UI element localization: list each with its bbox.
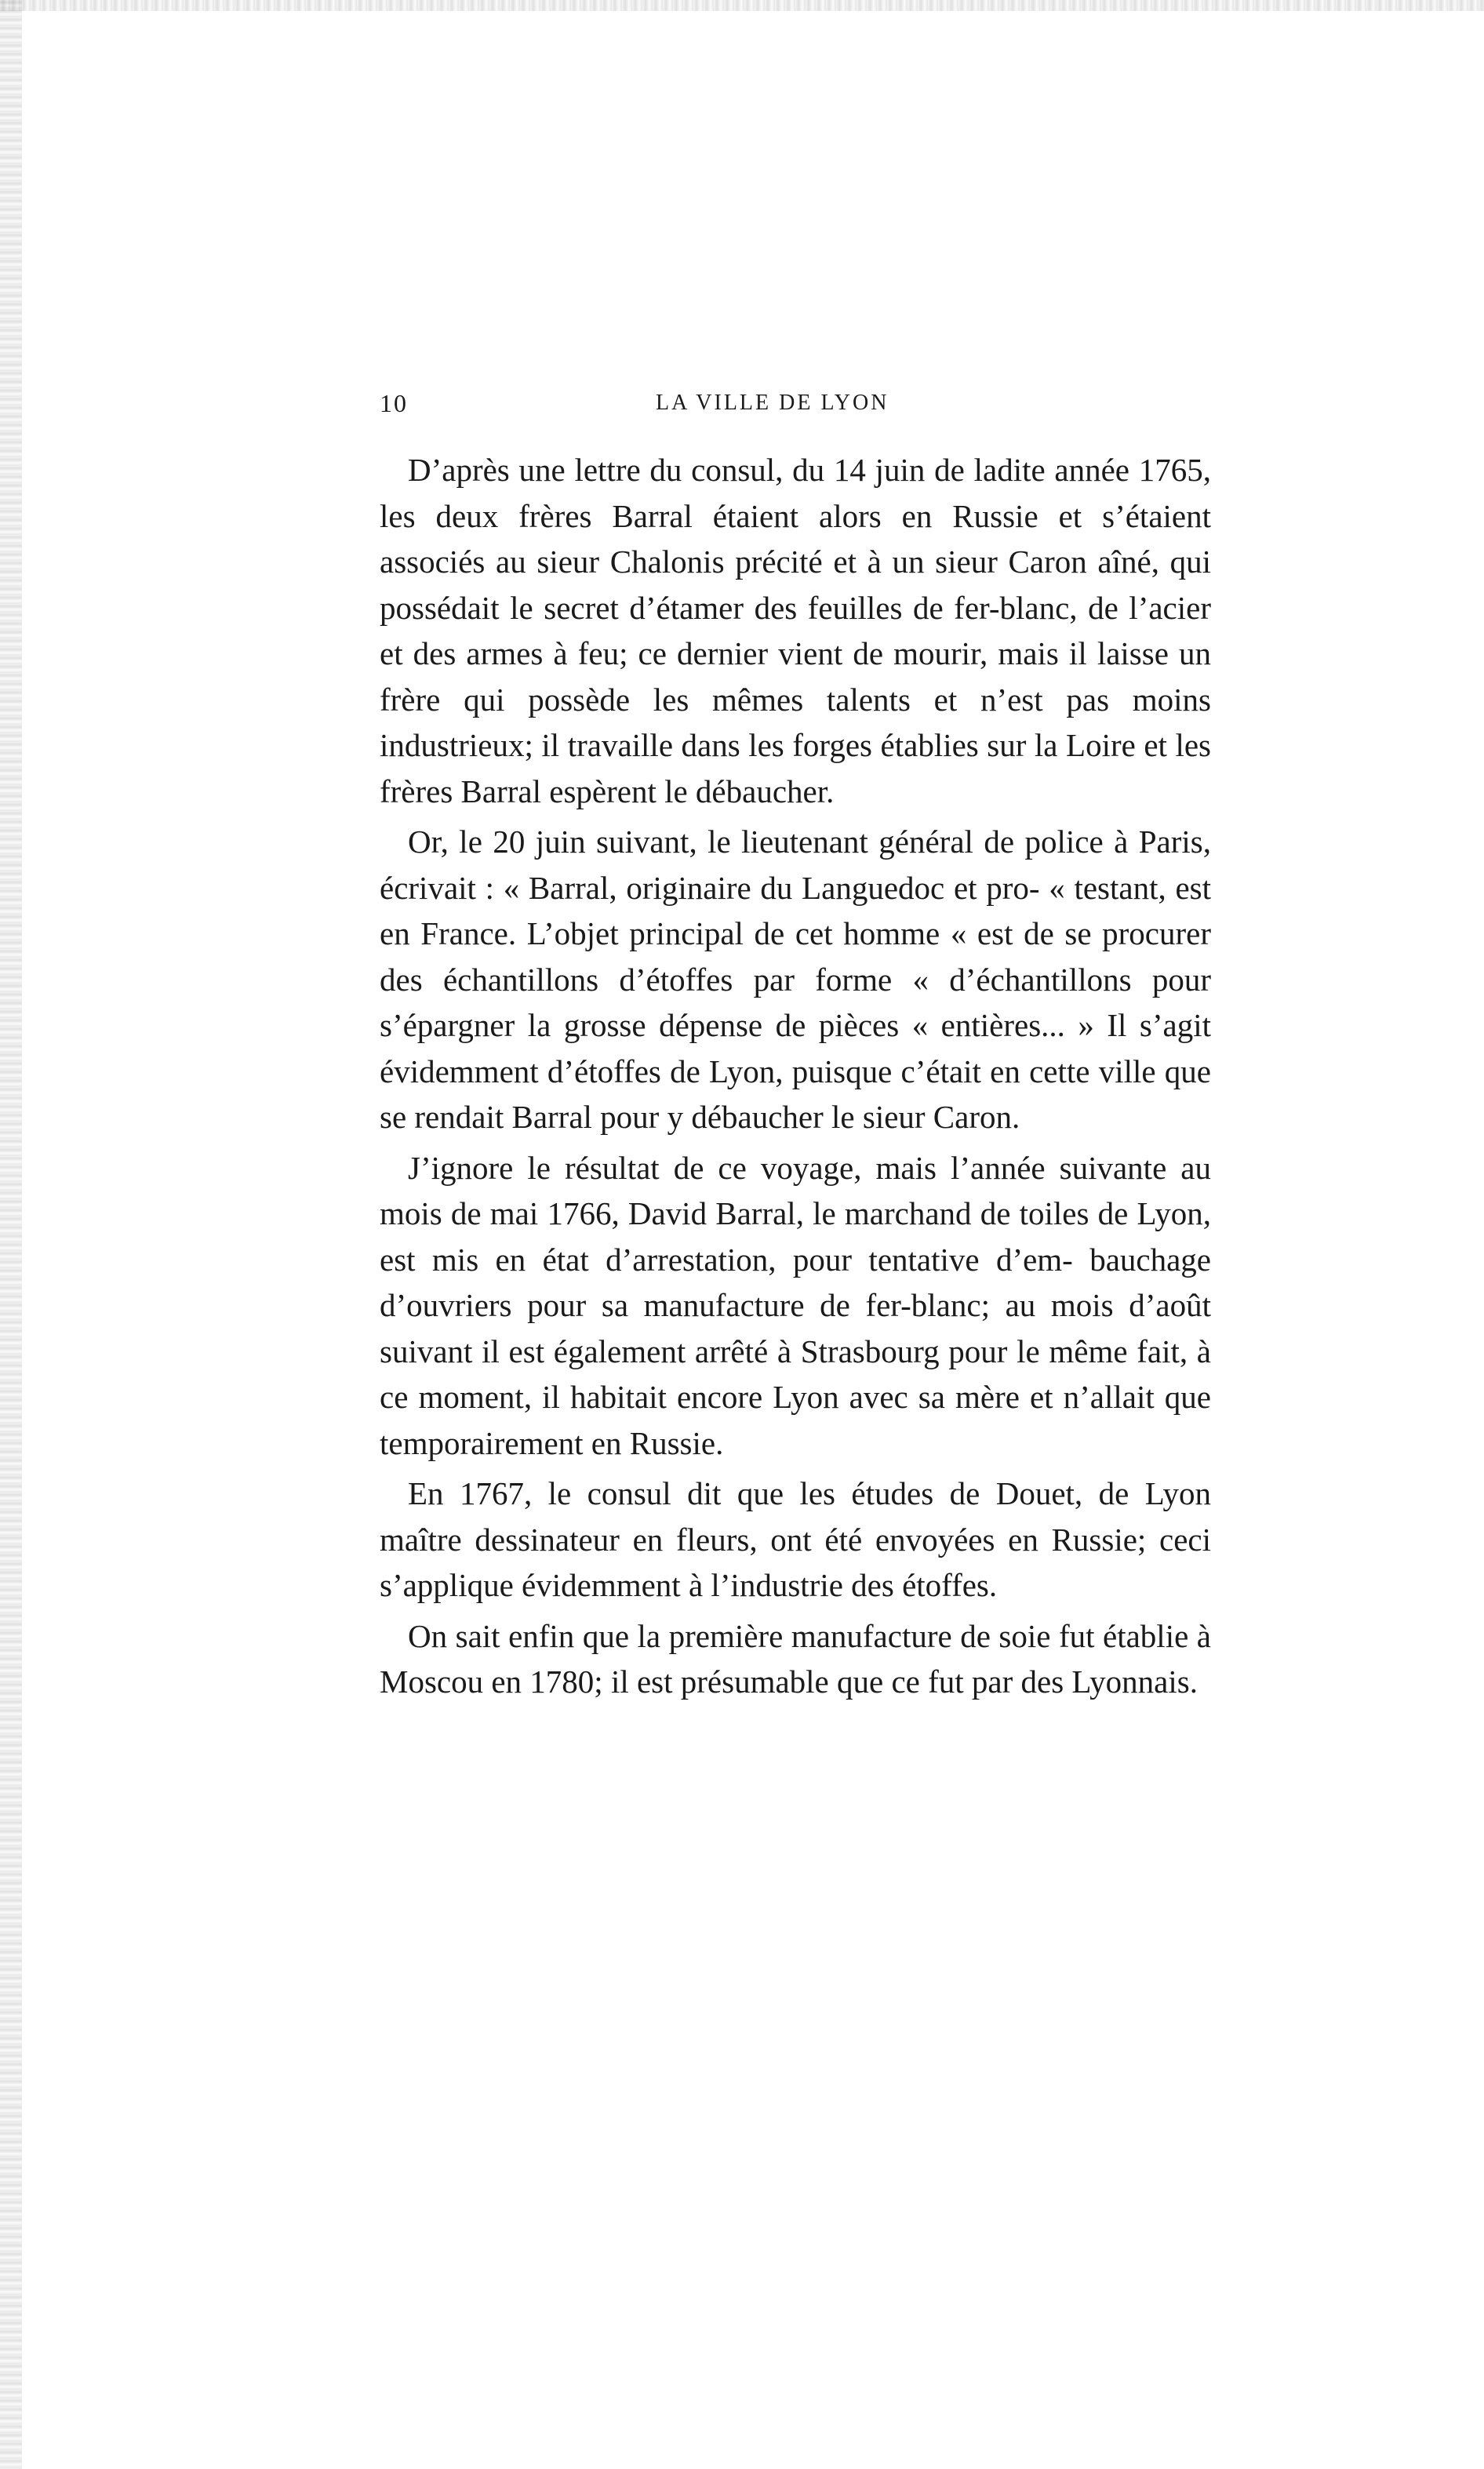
paragraph-4: En 1767, le consul dit que les études de Douet, de Lyon maître dessinateur en fleurs, ont été envoyées en Russie; ceci s’applique évidemment à l’industrie des étoffes. xyxy=(380,1475,1211,1603)
page-number: 10 xyxy=(380,389,408,417)
scan-edge-top xyxy=(0,0,1484,11)
paragraph-1: D’après une lettre du consul, du 14 juin de ladite année 1765, les deux frères Barral étaient alors en Russie et s’étaient associés au sieur Chalonis précité et à un sieur Caron aîné, qui possédait le secret d’étamer des feuilles de fer-blanc, de l’acier et des armes à feu; ce dernier vient de mourir, mais il laisse un frère qui possède les mêmes talents et n’est pas moins industrieux; il travaille dans les forges établies sur la Loire et les frères Barral espèrent le débaucher. xyxy=(380,452,1211,809)
paragraph-2: Or, le 20 juin suivant, le lieutenant général de police à Paris, écrivait : « Barral, originaire du Languedoc et pro- « testant, est en France. L’objet principal de cet homme « est de se procurer des échantillons d’étoffes par forme « d’échantillons pour s’épargner la grosse dépense de pièces « entières... » Il s’agit évidemment d’étoffes de Lyon, puisque c’était en cette ville que se rendait Barral pour y débaucher le sieur Caron. xyxy=(380,824,1211,1135)
running-title: LA VILLE DE LYON xyxy=(656,391,889,415)
page-header xyxy=(380,389,1211,428)
paragraph-3: J’ignore le résultat de ce voyage, mais l’année suivante au mois de mai 1766, David Barral, le marchand de toiles de Lyon, est mis en état d’arrestation, pour tentative d’em- bauchage d’ouvriers pour sa manufacture de fer-blanc; au mois d’août suivant il est également arrêté à Strasbourg pour le même fait, à ce moment, il habitait encore Lyon avec sa mère et n’allait que temporairement en Russie. xyxy=(380,1149,1211,1461)
paragraph-5: On sait enfin que la première manufacture de soie fut établie à Moscou en 1780; il est présumable que ce fut par des Lyonnais. xyxy=(380,1617,1211,1700)
scan-edge-left xyxy=(0,0,22,2469)
body-text xyxy=(380,447,1211,1710)
